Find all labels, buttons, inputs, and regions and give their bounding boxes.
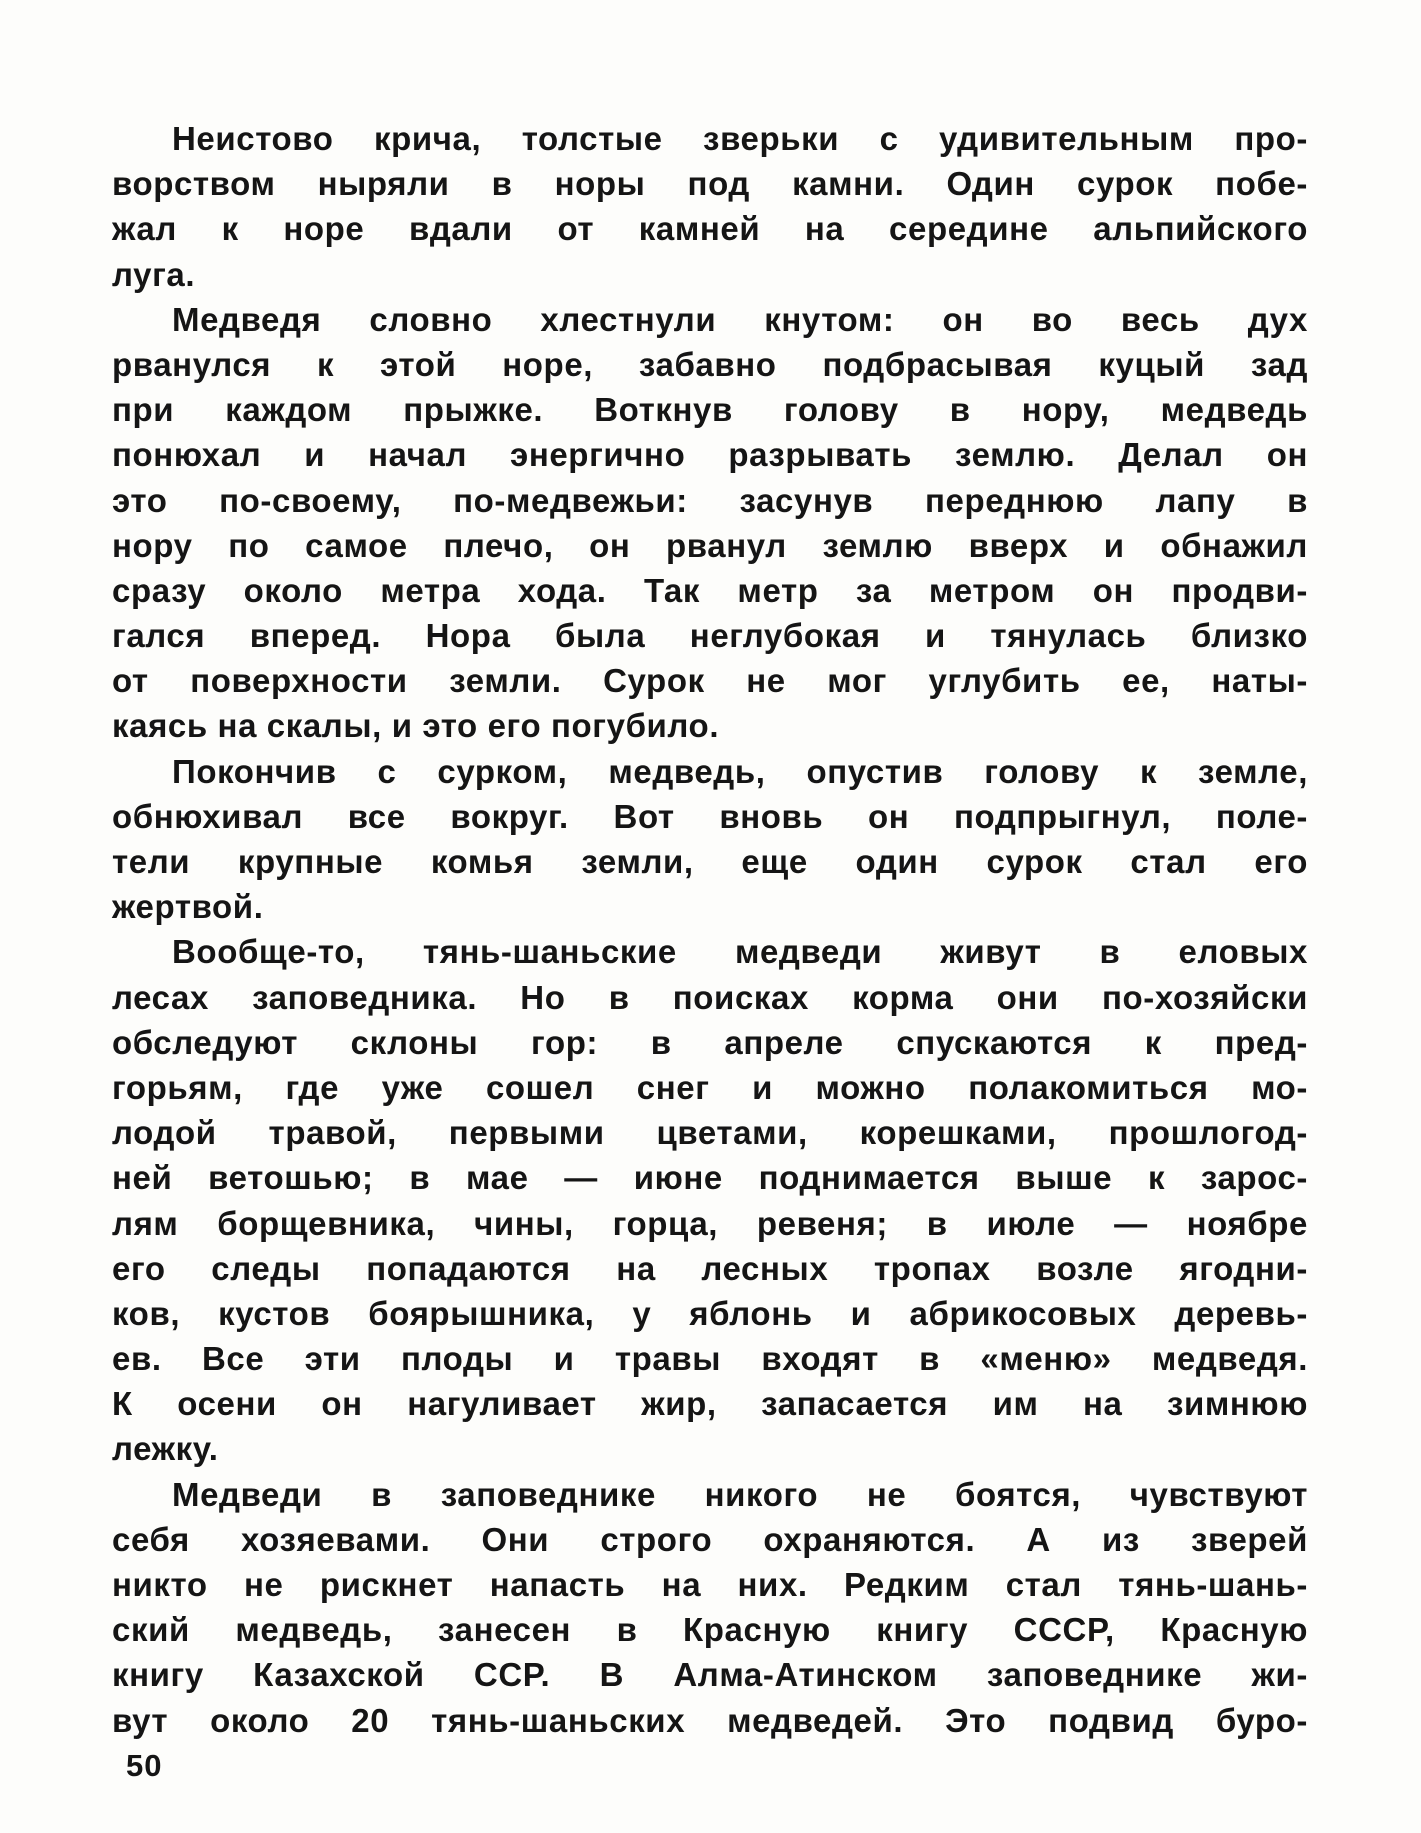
text-line: Неистово крича, толстые зверьки с удивительным про- <box>172 120 1308 157</box>
page-number: 50 <box>126 1748 163 1783</box>
text-line: каясь на скалы, и это его погубило. <box>112 707 720 745</box>
text-line: обнюхивал все вокруг. Вот вновь он подпрыгнул, поле- <box>112 797 1308 835</box>
text-line: это по-своему, по-медвежьи: засунув переднюю лапу в <box>112 481 1308 519</box>
text-line: его следы попадаются на лесных тропах возле ягодни- <box>112 1249 1308 1287</box>
text-line: книгу Казахской ССР. В Алма-Атинском заповеднике жи- <box>112 1656 1308 1694</box>
text-line: жал к норе вдали от камней на середине альпийского <box>112 210 1308 248</box>
paragraph <box>112 116 1308 297</box>
text-line: обследуют склоны гор: в апреле спускаются к пред- <box>112 1023 1308 1061</box>
text-line: Покончив с сурком, медведь, опустив голову к земле, <box>172 752 1308 790</box>
text-line: ский медведь, занесен в Красную книгу СССР, Красную <box>112 1611 1308 1649</box>
text-line: ворством ныряли в норы под камни. Один сурок побе- <box>112 165 1308 203</box>
text-line: понюхал и начал энергично разрывать землю. Делал он <box>112 436 1308 474</box>
text-line: лям борщевника, чины, горца, ревеня; в июле — ноябре <box>112 1204 1308 1242</box>
text-line: лодой травой, первыми цветами, корешками, прошлогод- <box>112 1114 1308 1152</box>
text-line: Медведи в заповеднике никого не боятся, чувствуют <box>172 1475 1308 1513</box>
paragraph <box>112 929 1308 1471</box>
text-line: луга. <box>112 255 196 293</box>
text-line: себя хозяевами. Они строго охраняются. А из зверей <box>112 1520 1308 1558</box>
text-line: лесах заповедника. Но в поисках корма они по-хозяйски <box>112 978 1308 1016</box>
text-line: нору по самое плечо, он рванул землю вверх и обнажил <box>112 526 1308 564</box>
text-line: никто не рискнет напасть на них. Редким стал тянь-шань- <box>112 1566 1308 1603</box>
text-line: сразу около метра хода. Так метр за метром он продви- <box>112 571 1308 609</box>
text-line: К осени он нагуливает жир, запасается им на зимнюю <box>112 1385 1308 1423</box>
text-line: ев. Все эти плоды и травы входят в «меню» медведя. <box>112 1340 1308 1378</box>
paragraph <box>112 1472 1308 1743</box>
text-line: вут около 20 тянь-шаньских медведей. Это подвид буро- <box>112 1701 1308 1739</box>
text-line: гался вперед. Нора была неглубокая и тянулась близко <box>112 617 1308 655</box>
text-line: жертвой. <box>112 888 264 926</box>
paragraph <box>112 297 1308 749</box>
text-block <box>112 116 1308 1743</box>
text-line: Вообще-то, тянь-шаньские медведи живут в еловых <box>172 933 1308 971</box>
text-line: ней ветошью; в мае — июне поднимается выше к зарос- <box>112 1159 1308 1197</box>
text-line: рванулся к этой норе, забавно подбрасывая куцый зад <box>112 345 1308 383</box>
text-line: тели крупные комья земли, еще один сурок стал его <box>112 843 1308 880</box>
text-line: от поверхности земли. Сурок не мог углубить ее, наты- <box>112 662 1308 700</box>
text-line: горьям, где уже сошел снег и можно полакомиться мо- <box>112 1068 1308 1106</box>
paragraph <box>112 749 1308 930</box>
text-line: при каждом прыжке. Воткнув голову в нору, медведь <box>112 391 1308 429</box>
text-line: ков, кустов боярышника, у яблонь и абрикосовых деревь- <box>112 1294 1308 1332</box>
text-line: лежку. <box>112 1430 219 1468</box>
text-line: Медведя словно хлестнули кнутом: он во весь дух <box>172 300 1308 338</box>
